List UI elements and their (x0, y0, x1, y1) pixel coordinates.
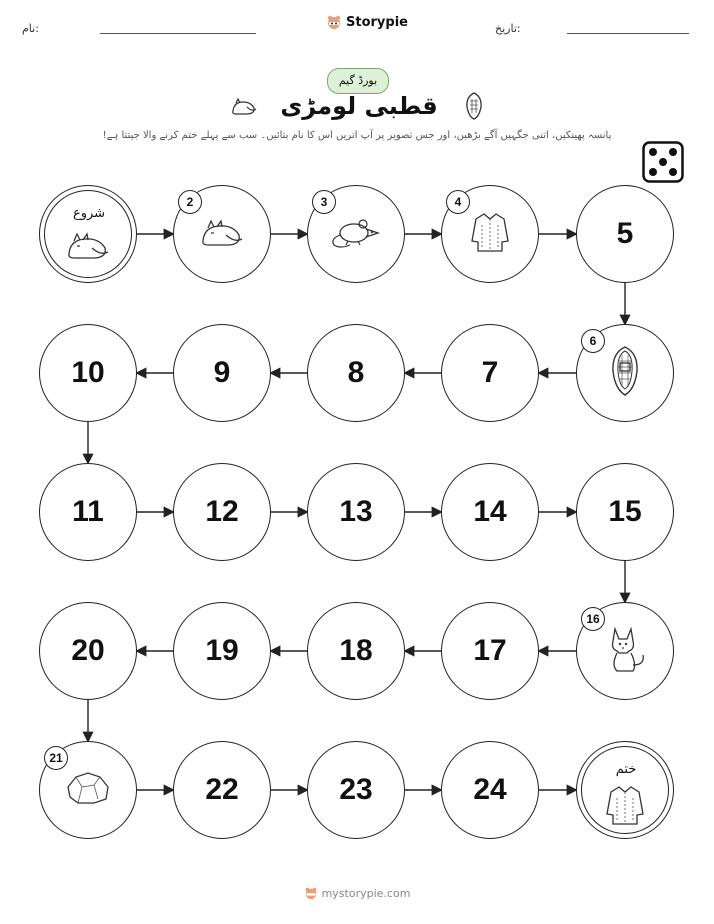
board-space-6 (576, 324, 674, 422)
finish-space (576, 741, 674, 839)
space-number: 5 (616, 217, 634, 250)
board-space-20 (39, 602, 137, 700)
rock-icon (64, 769, 112, 811)
space-number: 9 (213, 356, 231, 389)
board-space-8 (307, 324, 405, 422)
space-number-badge: 21 (44, 746, 68, 770)
board-space-4 (441, 185, 539, 283)
board-space-17 (441, 602, 539, 700)
board-space-24 (441, 741, 539, 839)
board-space-23 (307, 741, 405, 839)
start-space (39, 185, 137, 283)
space-number: 10 (71, 356, 105, 389)
space-number: 15 (608, 495, 642, 528)
space-number: 12 (205, 495, 239, 528)
space-number: 22 (205, 773, 239, 806)
space-number: 18 (339, 634, 373, 667)
date-label: تاریخ: (495, 22, 521, 35)
sleeping-fox-icon (199, 215, 245, 253)
space-number: 7 (481, 356, 499, 389)
fur-coat-icon (605, 784, 645, 830)
board-space-7 (441, 324, 539, 422)
board-space-12 (173, 463, 271, 561)
board-space-14 (441, 463, 539, 561)
brand-name: Storypie (346, 14, 408, 30)
snowshoe-icon (609, 345, 641, 401)
board-space-21 (39, 741, 137, 839)
board-space-10 (39, 324, 137, 422)
space-number-badge: 16 (581, 607, 605, 631)
footer (0, 886, 714, 900)
space-number-badge: 4 (446, 190, 470, 214)
name-label: نام: (22, 22, 39, 35)
sleeping-fox-icon (65, 228, 111, 266)
space-number: 19 (205, 634, 239, 667)
space-number: 14 (473, 495, 507, 528)
board-space-11 (39, 463, 137, 561)
board-space-3 (307, 185, 405, 283)
sitting-fox-icon (603, 625, 647, 677)
board-space-2 (173, 185, 271, 283)
title-text: قطبی لومڑی (280, 92, 438, 120)
storypie-mascot-icon (304, 886, 318, 900)
start-label: شروع (72, 206, 106, 221)
space-number-badge: 3 (312, 190, 336, 214)
board-space-16 (576, 602, 674, 700)
space-number: 13 (339, 495, 373, 528)
space-number-badge: 6 (581, 329, 605, 353)
space-number: 24 (473, 773, 507, 806)
board-space-5 (576, 185, 674, 283)
fur-coat-icon (470, 211, 510, 257)
space-number: 23 (339, 773, 373, 806)
board-space-15 (576, 463, 674, 561)
space-number: 17 (473, 634, 507, 667)
mouse-icon (330, 215, 382, 253)
board-game-badge: بورڈ گیم (327, 68, 389, 94)
finish-label: ختم (615, 762, 637, 777)
board-space-9 (173, 324, 271, 422)
footer-url[interactable]: mystorypie.com (321, 886, 411, 900)
space-number: 8 (347, 356, 365, 389)
space-number: 11 (72, 495, 104, 528)
instructions: پانسہ پھینکیں، اتنی جگہیں آگے بڑھیں، اور جس تصویر پر آپ اتریں اس کا نام بتائیں۔ سب سے پہلے ختم کرنے والا جیتتا ہے! (102, 130, 612, 141)
board-space-18 (307, 602, 405, 700)
board-space-19 (173, 602, 271, 700)
board-space-22 (173, 741, 271, 839)
space-number-badge: 2 (178, 190, 202, 214)
board-space-13 (307, 463, 405, 561)
space-number: 20 (71, 634, 105, 667)
